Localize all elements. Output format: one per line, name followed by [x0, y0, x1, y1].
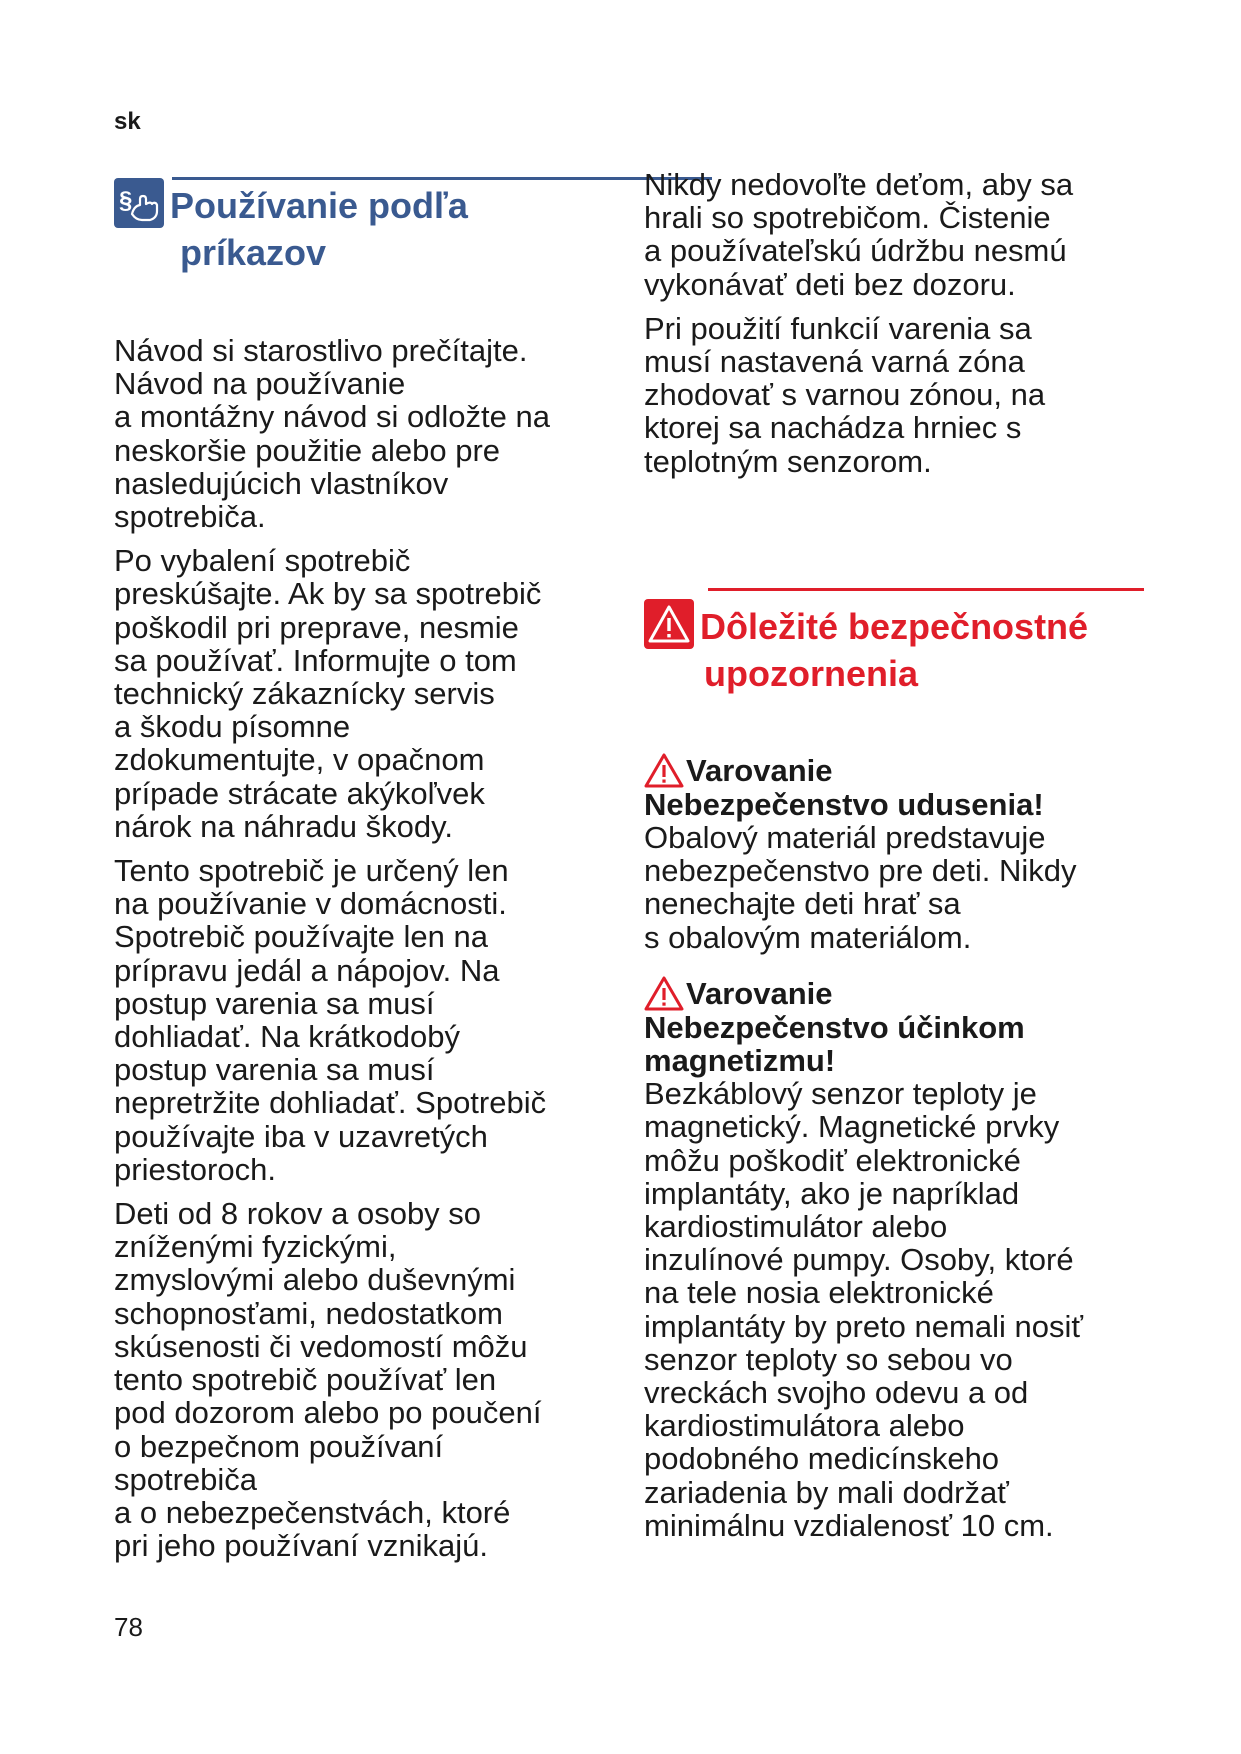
warning-magnetism [644, 976, 1144, 1542]
paragraph-children-play: Nikdy nedovoľte deťom, aby sa hrali so spotrebičom. Čistenie a používateľskú údržbu nesmú vykonávať deti bez dozoru. [644, 167, 1074, 302]
heading-rule [172, 177, 712, 180]
svg-text:§: § [119, 187, 133, 214]
paragraph-read-manual: Návod si starostlivo prečítajte. Návod na používanie a montážny návod si odložte na neskoršie použitie alebo pre nasledujúcich vlastníkov spotrebiča. [114, 333, 550, 535]
warning-label [644, 976, 1144, 1011]
paragraph-unpacking: Po vybalení spotrebič preskúšajte. Ak by sa spotrebič poškodil pri preprave, nesmie sa používať. Informujte o tom technický zákaznícky servis a škodu písomne zdokumentujte, v opačnom prípade strácate akýkoľvek nárok na náhradu škody. [114, 543, 542, 844]
paragraph-cooking-zone: Pri použití funkcií varenia sa musí nastavená varná zóna zhodovať s varnou zónou, na ktorej sa nachádza hrniec s teplotným senzorom. [644, 310, 1046, 479]
heading-title [170, 170, 614, 276]
right-column [644, 168, 1144, 1564]
heading-rule [708, 588, 1144, 591]
warning-icon [644, 976, 684, 1011]
section-heading-intended-use [114, 170, 614, 276]
section-heading-safety [644, 581, 1144, 697]
warning-label-text: Varovanie [686, 752, 833, 788]
warning-icon [644, 753, 684, 788]
warning-title: Nebezpečenstvo účinkom magnetizmu! [644, 1009, 1025, 1079]
warning-text: Obalový materiál predstavuje nebezpečenstvo pre deti. Nikdy nenechajte deti hrať sa s obalovým materiálom. [644, 820, 1077, 955]
page-number: 78 [114, 1612, 143, 1642]
warning-label [644, 753, 1144, 788]
warning-label-text: Varovanie [686, 975, 833, 1011]
paragraph-children: Deti od 8 rokov a osoby so zníženými fyzickými, zmyslovými alebo duševnými schopnosťami, nedostatkom skúsenosti či vedomostí môžu tento spotrebič používať len pod dozorom alebo po poučení o bezpečnom používaní spotrebiča a o nebezpečenstvách, ktoré pri jeho používaní vznikajú. [114, 1196, 542, 1564]
paragraph-household-use: Tento spotrebič je určený len na používanie v domácnosti. Spotrebič používajte len na prípravu jedál a nápojov. Na postup varenia sa musí dohliadať. Na krátkodobý postup varenia sa musí nepretržite dohliadať. Spotrebič používajte iba v uzavretých priestoroch. [114, 853, 547, 1187]
warning-triangle-icon [644, 599, 694, 649]
language-code: sk [114, 108, 141, 135]
heading-line-1: Používanie podľa [170, 185, 468, 226]
warning-suffocation [644, 753, 1144, 954]
heading-line-2: upozornenia [704, 652, 918, 694]
paragraph-hand-icon [114, 178, 164, 228]
heading-line-1: Dôležité bezpečnostné [700, 605, 1089, 647]
warning-title: Nebezpečenstvo udusenia! [644, 786, 1044, 822]
heading-line-2: príkazov [180, 232, 327, 273]
left-column [114, 170, 614, 1573]
heading-title [700, 581, 1144, 697]
warning-text: Bezkáblový senzor teploty je magnetický. Magnetické prvky môžu poškodiť elektronické implantáty, ako je napríklad kardiostimulátor alebo inzulínové pumpy. Osoby, ktoré na tele nosia elektronické implantáty by preto nemali nosiť senzor teploty so sebou vo vreckách svojho odevu a od kardiostimulátora alebo podobného medicínskeho zariadenia by mali dodržať minimálnu vzdialenosť 10 cm. [644, 1076, 1083, 1543]
